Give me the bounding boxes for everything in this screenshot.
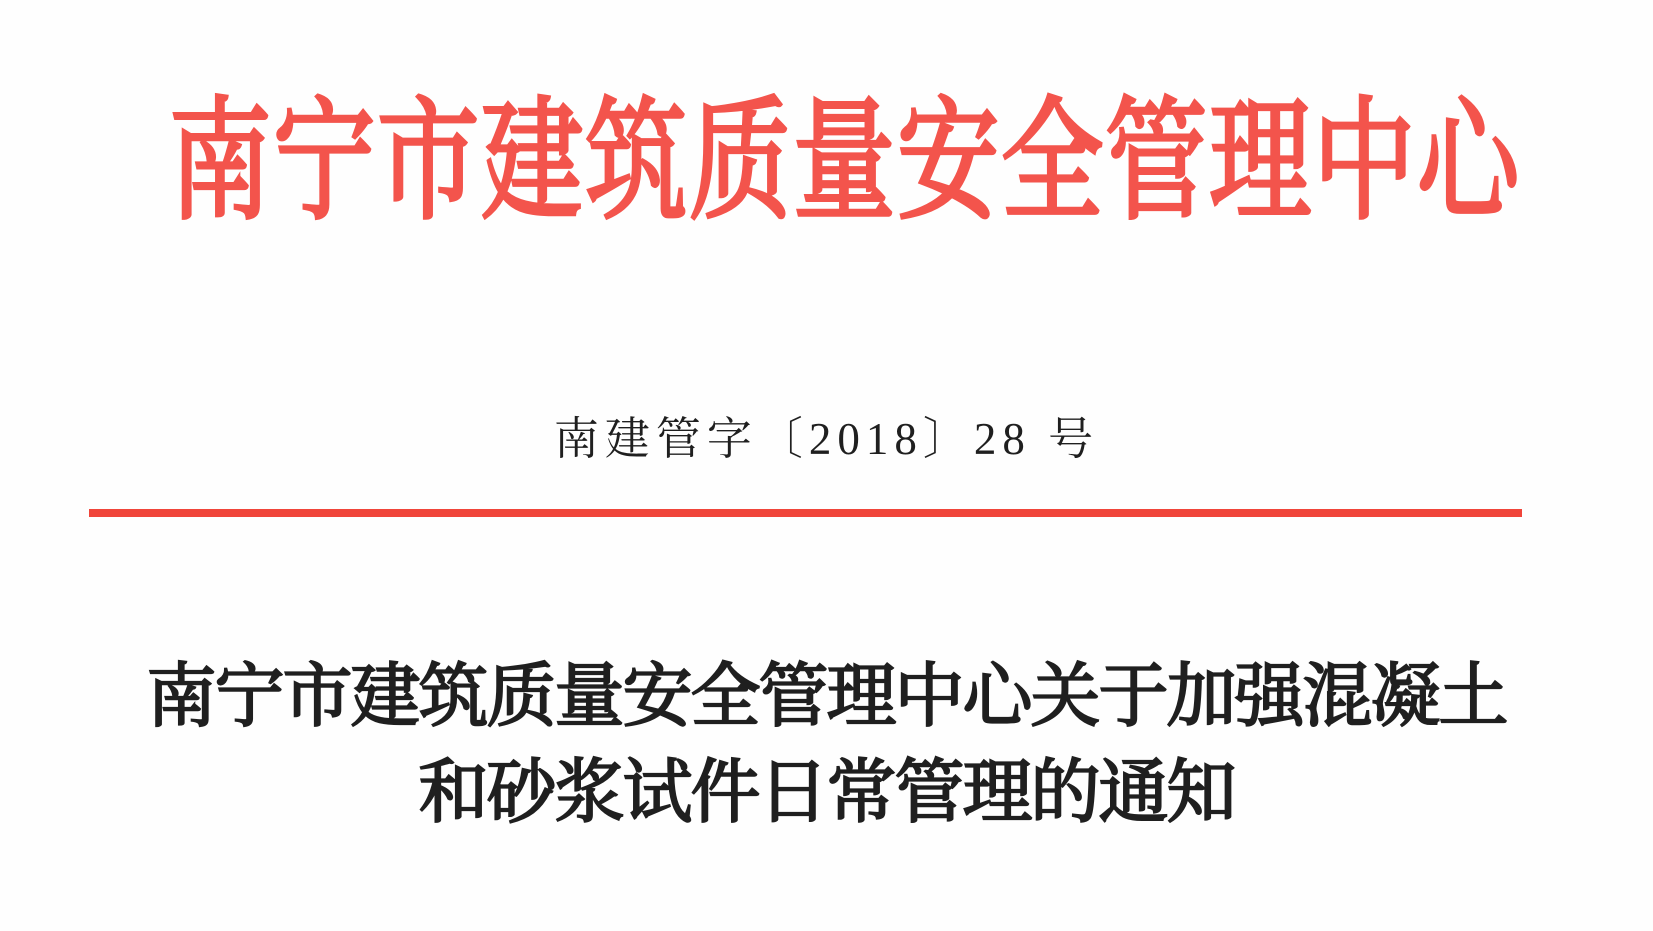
agency-title (0, 88, 1653, 237)
notice-title-line1: 南宁市建筑质量安全管理中心关于加强混凝土 (146, 659, 1507, 736)
document-number: 南建管字〔2018〕28 号 (553, 414, 1100, 464)
red-separator-line (89, 509, 1522, 517)
agency-title-text: 南宁市建筑质量安全管理中心 (169, 88, 1522, 237)
notice-title (0, 650, 1653, 842)
notice-title-line2: 和砂浆试件日常管理的通知 (418, 755, 1235, 832)
